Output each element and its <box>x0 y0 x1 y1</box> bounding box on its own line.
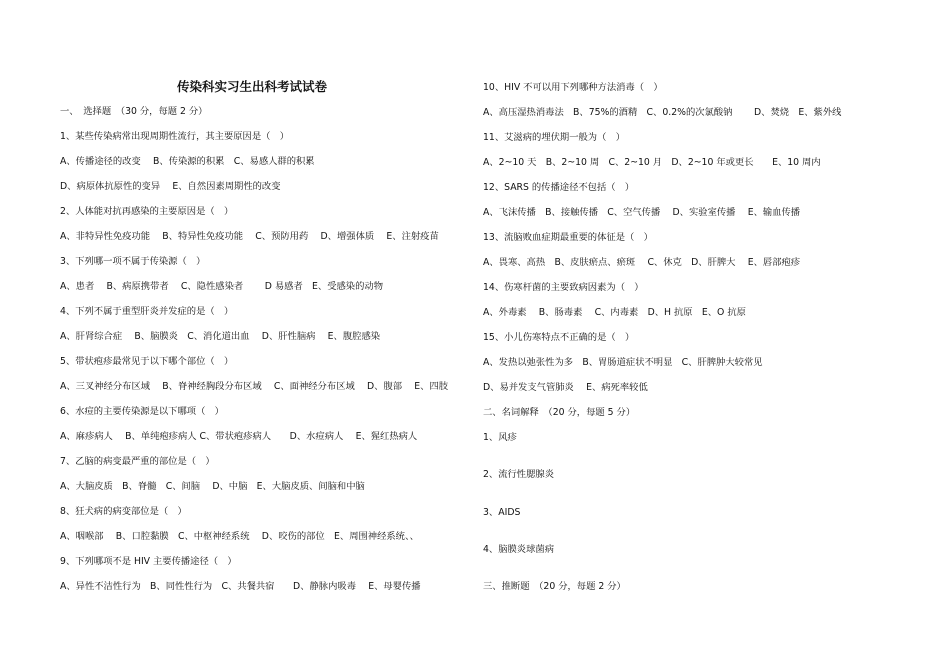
question-15-options-b: D、易并发支气管肺炎 E、病死率较低 <box>483 382 648 393</box>
term-3: 3、AIDS <box>483 507 521 518</box>
question-2-options: A、非特异性免疫功能 B、特异性免疫功能 C、预防用药 D、增强体质 E、注射疫苗 <box>60 231 439 242</box>
question-14: 14、伤寒杆菌的主要致病因素为（ ） <box>483 282 644 293</box>
question-6-options: A、麻疹病人 B、单纯疱疹病人 C、带状疱疹病人 D、水痘病人 E、猩红热病人 <box>60 431 418 442</box>
question-7-options: A、大脑皮质 B、脊髓 C、间脑 D、中脑 E、大脑皮质、间脑和中脑 <box>60 481 365 492</box>
section-3-heading: 三、推断题 （20 分，每题 2 分） <box>483 581 626 592</box>
question-8-options: A、咽喉部 B、口腔黏膜 C、中枢神经系统 D、咬伤的部位 E、周围神经系统、、 <box>60 531 419 542</box>
question-1-options-a: A、传播途径的改变 B、传染源的积累 C、易感人群的积累 <box>60 156 315 167</box>
question-4: 4、下列不属于重型肝炎并发症的是（ ） <box>60 306 234 317</box>
question-2: 2、人体能对抗再感染的主要原因是（ ） <box>60 206 234 217</box>
question-3: 3、下列哪一项不属于传染源（ ） <box>60 256 206 267</box>
exam-title: 传染科实习生出科考试试卷 <box>177 79 328 94</box>
question-4-options: A、肝肾综合症 B、脑膜炎 C、消化道出血 D、肝性脑病 E、腹腔感染 <box>60 331 381 342</box>
question-3-options: A、患者 B、病原携带者 C、隐性感染者 D 易感者 E、受感染的动物 <box>60 281 383 292</box>
question-15-options-a: A、发热以弛张性为多 B、胃肠道症状不明显 C、肝脾肿大较常见 <box>483 357 763 368</box>
term-4: 4、脑膜炎球菌病 <box>483 544 554 555</box>
question-13-options: A、畏寒、高热 B、皮肤瘀点、瘀斑 C、休克 D、肝脾大 E、唇部疱疹 <box>483 257 801 268</box>
term-1: 1、风疹 <box>483 432 517 443</box>
question-13: 13、流脑败血症期最重要的体征是（ ） <box>483 232 653 243</box>
question-8: 8、狂犬病的病变部位是（ ） <box>60 506 187 517</box>
question-5-options: A、三叉神经分布区域 B、脊神经胸段分布区域 C、面神经分布区域 D、腹部 E、四肢 <box>60 381 449 392</box>
question-12-options: A、飞沫传播 B、接触传播 C、空气传播 D、实验室传播 E、输血传播 <box>483 207 801 218</box>
question-5: 5、带状疱疹最常见于以下哪个部位（ ） <box>60 356 234 367</box>
question-10-options: A、高压湿热消毒法 B、75%的酒精 C、0.2%的次氯酸钠 D、焚烧 E、紫外线 <box>483 107 842 118</box>
question-11-options: A、2~10 天 B、2~10 周 C、2~10 月 D、2~10 年或更长 E、10 周内 <box>483 157 821 168</box>
question-7: 7、乙脑的病变最严重的部位是（ ） <box>60 456 215 467</box>
question-10: 10、HIV 不可以用下列哪种方法消毒（ ） <box>483 82 663 93</box>
section-1-heading: 一、 选择题 （30 分，每题 2 分） <box>60 106 208 117</box>
question-9: 9、下列哪项不是 HIV 主要传播途径（ ） <box>60 556 237 567</box>
term-2: 2、流行性腮腺炎 <box>483 469 554 480</box>
question-9-options: A、异性不洁性行为 B、同性性行为 C、共餐共宿 D、静脉内吸毒 E、母婴传播 <box>60 581 421 592</box>
question-1-options-b: D、病原体抗原性的变异 E、自然因素周期性的改变 <box>60 181 281 192</box>
question-12: 12、SARS 的传播途径不包括（ ） <box>483 182 635 193</box>
question-15: 15、小儿伤寒特点不正确的是（ ） <box>483 332 635 343</box>
question-6: 6、水痘的主要传染源是以下哪项（ ） <box>60 406 224 417</box>
question-11: 11、艾滋病的埋伏期一般为（ ） <box>483 132 625 143</box>
section-2-heading: 二、名词解释 （20 分，每题 5 分） <box>483 407 636 418</box>
question-1: 1、某些传染病常出现周期性流行，其主要原因是（ ） <box>60 131 290 142</box>
question-14-options: A、外毒素 B、肠毒素 C、内毒素 D、H 抗原 E、O 抗原 <box>483 307 746 318</box>
